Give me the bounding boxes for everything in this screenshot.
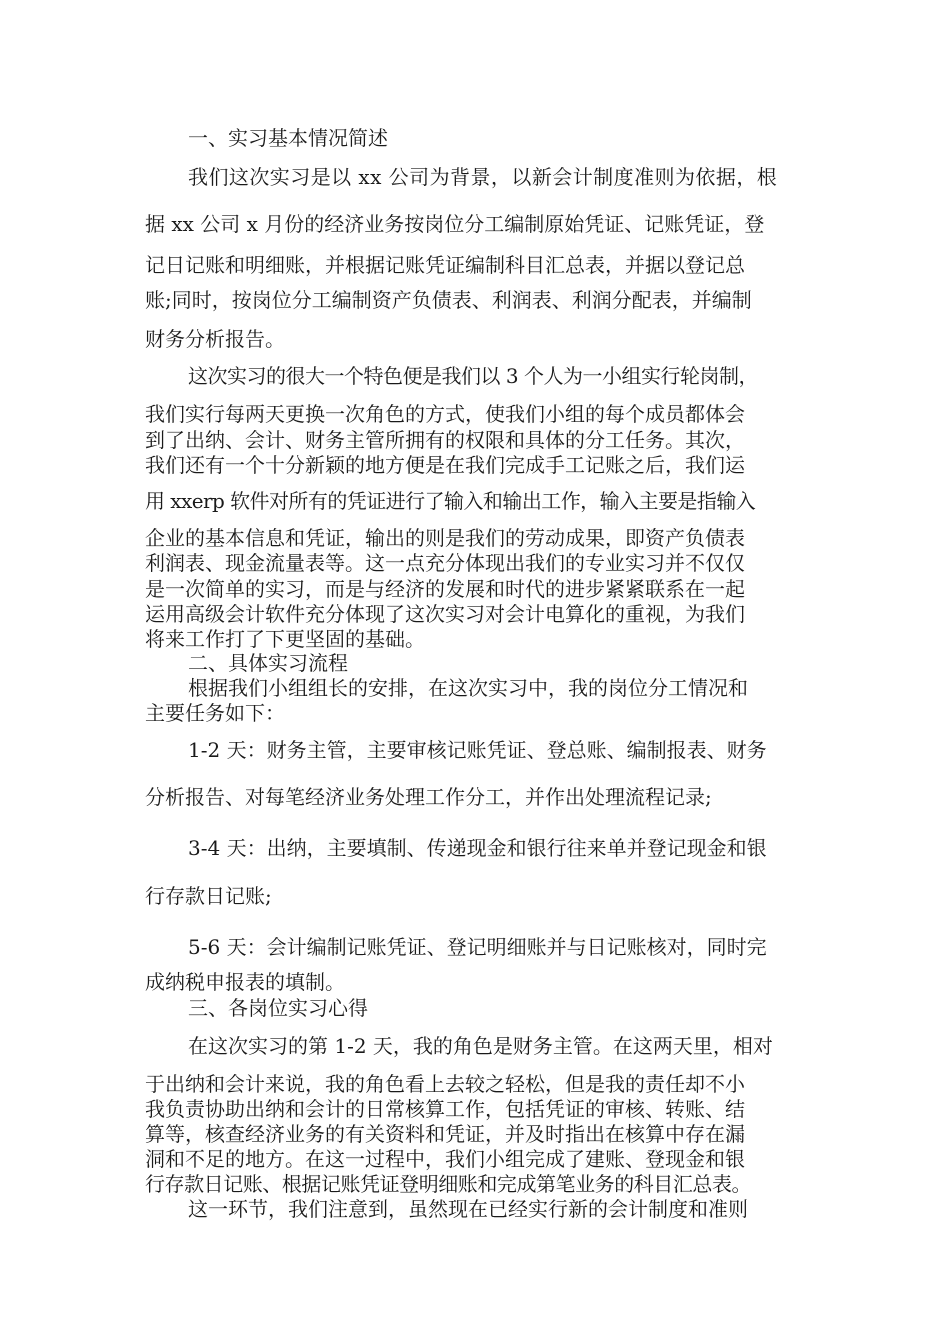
section-heading-2: 二、具体实习流程 [188, 651, 348, 675]
section-heading-3: 三、各岗位实习心得 [188, 996, 368, 1020]
paragraph-line: 账;同时，按岗位分工编制资产负债表、利润表、利润分配表，并编制 [145, 288, 752, 312]
paragraph-line: 根据我们小组组长的安排，在这次实习中，我的岗位分工情况和 [188, 676, 748, 700]
paragraph-line: 于出纳和会计来说，我的角色看上去较之轻松，但是我的责任却不小 [145, 1072, 745, 1096]
list-item-line: 1-2 天：财务主管，主要审核记账凭证、登总账、编制报表、财务 [188, 738, 767, 762]
paragraph-line: 据 xx 公司 x 月份的经济业务按岗位分工编制原始凭证、记账凭证，登 [145, 212, 765, 236]
paragraph-line: 用 xxerp 软件对所有的凭证进行了输入和输出工作，输入主要是指输入 [145, 489, 756, 513]
paragraph-line: 企业的基本信息和凭证，输出的则是我们的劳动成果，即资产负债表 [145, 526, 745, 550]
paragraph-line: 将来工作打了下更坚固的基础。 [145, 627, 425, 651]
paragraph-line: 算等，核查经济业务的有关资料和凭证，并及时指出在核算中存在漏 [145, 1122, 745, 1146]
paragraph-line: 是一次简单的实习，而是与经济的发展和时代的进步紧紧联系在一起 [145, 577, 745, 601]
paragraph-line: 这一环节，我们注意到，虽然现在已经实行新的会计制度和准则 [188, 1197, 748, 1221]
section-heading-1: 一、实习基本情况简述 [188, 126, 388, 150]
list-item-line: 行存款日记账; [145, 884, 272, 908]
list-item-line: 5-6 天：会计编制记账凭证、登记明细账并与日记账核对，同时完 [188, 935, 767, 959]
paragraph-line: 记日记账和明细账，并根据记账凭证编制科目汇总表，并据以登记总 [145, 253, 745, 277]
list-item-line: 成纳税申报表的填制。 [145, 970, 345, 994]
paragraph-line: 利润表、现金流量表等。这一点充分体现出我们的专业实习并不仅仅 [145, 551, 745, 575]
paragraph-line: 这次实习的很大一个特色便是我们以 3 个人为一小组实行轮岗制， [188, 364, 758, 388]
paragraph-line: 洞和不足的地方。在这一过程中，我们小组完成了建账、登现金和银 [145, 1147, 745, 1171]
paragraph-line: 到了出纳、会计、财务主管所拥有的权限和具体的分工任务。其次， [145, 428, 745, 452]
paragraph-line: 我们还有一个十分新颖的地方便是在我们完成手工记账之后，我们运 [145, 453, 745, 477]
paragraph-line: 行存款日记账、根据记账凭证登明细账和完成第笔业务的科目汇总表。 [145, 1172, 752, 1196]
paragraph-line: 我们实行每两天更换一次角色的方式，使我们小组的每个成员都体会 [145, 402, 745, 426]
paragraph-line: 我负责协助出纳和会计的日常核算工作，包括凭证的审核、转账、结 [145, 1097, 745, 1121]
paragraph-line: 运用高级会计软件充分体现了这次实习对会计电算化的重视，为我们 [145, 602, 745, 626]
paragraph-line: 在这次实习的第 1-2 天，我的角色是财务主管。在这两天里，相对 [188, 1034, 773, 1058]
paragraph-line: 财务分析报告。 [145, 327, 285, 351]
list-item-line: 3-4 天：出纳，主要填制、传递现金和银行往来单并登记现金和银 [188, 836, 767, 860]
list-item-line: 分析报告、对每笔经济业务处理工作分工，并作出处理流程记录; [145, 785, 712, 809]
paragraph-line: 主要任务如下： [145, 701, 285, 725]
paragraph-line: 我们这次实习是以 xx 公司为背景，以新会计制度准则为依据，根 [188, 165, 778, 189]
